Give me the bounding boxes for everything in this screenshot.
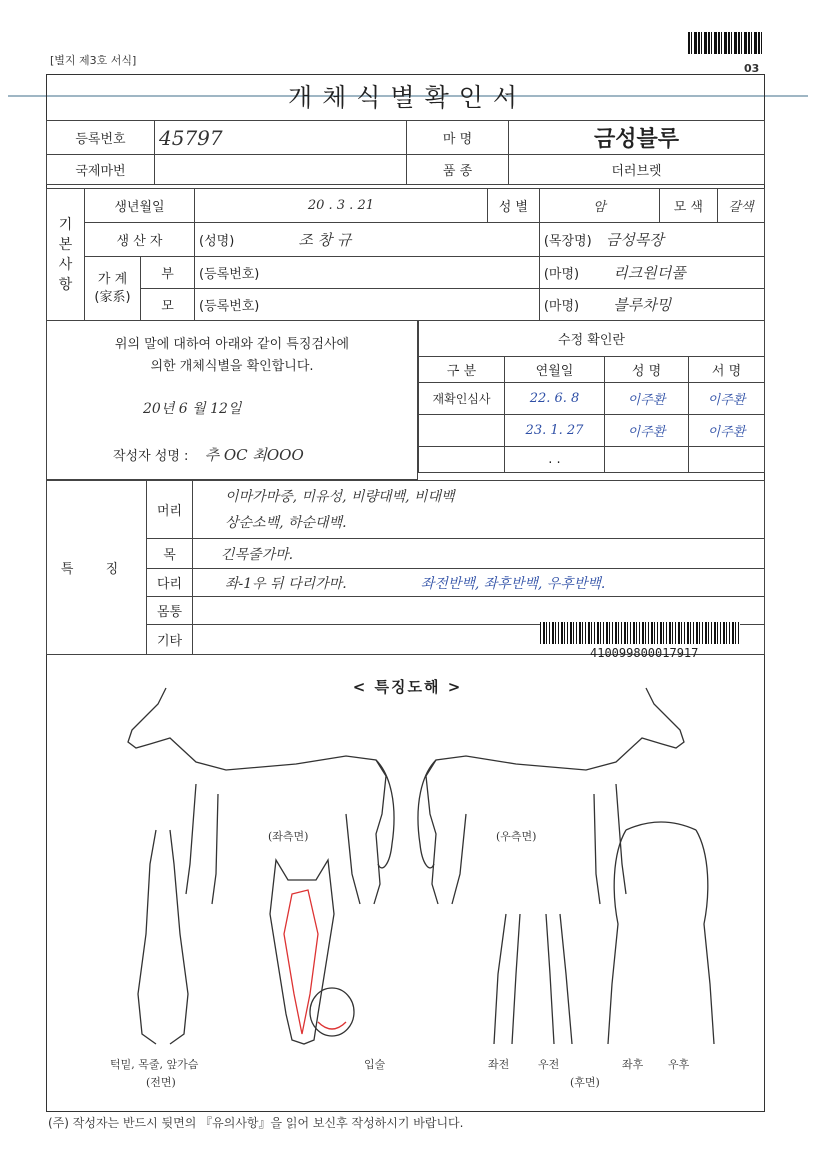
- intl-name-value: [155, 155, 407, 185]
- table-row: 23. 1. 27 이주환 이주환: [419, 415, 765, 447]
- sire-name-cell: [539, 257, 764, 289]
- hind-left-label: 좌후: [622, 1058, 644, 1071]
- front-caption: 턱밑, 목줄, 앞가슴: [110, 1058, 199, 1071]
- rear-view-outline: [608, 822, 714, 1044]
- hind-right-label: 우후: [668, 1058, 690, 1071]
- dam-name-cell: [539, 289, 764, 321]
- coat-value: 갈색: [717, 189, 764, 223]
- table-row: . .: [419, 447, 765, 473]
- col-sign: 서 명: [689, 357, 765, 383]
- rear-sub-label: (후면): [570, 1076, 600, 1089]
- breeder-cell: [195, 223, 540, 257]
- coat-label: 모 색: [659, 189, 717, 223]
- etc-label: 기타: [147, 625, 193, 655]
- breed-label: 품 종: [407, 155, 509, 185]
- body-value: [193, 597, 765, 625]
- neck-value: 긴목줄가마.: [193, 539, 765, 569]
- head-blaze-marking: [284, 890, 318, 1034]
- dam-name-hint: (마명): [543, 299, 580, 314]
- breed-value: 더러브렛: [509, 155, 765, 185]
- features-section-label: 특 징: [47, 481, 147, 655]
- form-number-label: [별지 제3호 서식]: [50, 54, 137, 67]
- breeder-name-hint: (성명): [199, 234, 235, 249]
- sex-label: 성 별: [487, 189, 539, 223]
- legs-value-blue: 좌전반백, 좌후반백, 우후반백.: [420, 575, 606, 592]
- horse-name-label: 마 명: [407, 121, 509, 155]
- head-cell: [193, 481, 765, 539]
- identity-table: [46, 120, 765, 185]
- breeder-value: 조 창 규: [298, 231, 352, 249]
- col-date: 연월일: [505, 357, 605, 383]
- sire-name-hint: (마명): [543, 267, 580, 282]
- front-chest-outline: [138, 830, 188, 1044]
- horse-diagram: [46, 664, 765, 1104]
- sire-label: 부: [141, 257, 195, 289]
- diagram-title: < 특징도해 >: [352, 678, 463, 696]
- head-label: 머리: [147, 481, 193, 539]
- left-horse-tail: [376, 760, 394, 868]
- feature-barcode-number: 410099800017917: [590, 646, 699, 660]
- statement-line-2: 의한 개체식별을 확인합니다.: [150, 359, 314, 374]
- body-label: 몸통: [147, 597, 193, 625]
- col-type: 구 분: [419, 357, 505, 383]
- confirm-date: 20년 6 월 12일: [143, 401, 242, 417]
- intl-name-label: 국제마번: [47, 155, 155, 185]
- reg-no-label: 등록번호: [47, 121, 155, 155]
- sire-reg-hint: (등록번호): [195, 257, 540, 289]
- sex-value: 암: [539, 189, 659, 223]
- dam-label: 모: [141, 289, 195, 321]
- head-line-1: 이마가마중, 미유성, 비량대백, 비대백: [225, 488, 455, 505]
- birth-value: 20 . 3 . 21: [195, 189, 488, 223]
- reg-no-value: 45797: [155, 121, 407, 155]
- right-horse-outline: [426, 688, 684, 904]
- family-label: 가 계 (家系): [85, 257, 141, 321]
- left-side-label: (좌측면): [268, 830, 309, 843]
- right-horse-tail: [418, 760, 436, 868]
- table-row: 재확인심사 22. 6. 8 이주환 이주환: [419, 383, 765, 415]
- writer-label: 작성자 성명 :: [113, 449, 189, 464]
- breeder-label: 생 산 자: [85, 223, 195, 257]
- front-right-label: 우전: [538, 1058, 560, 1071]
- legs-cell: [193, 569, 765, 597]
- page-number: 03: [744, 62, 760, 75]
- feature-barcode: [540, 622, 740, 644]
- front-legs-outline: [494, 914, 572, 1044]
- right-side-label: (우측면): [496, 830, 537, 843]
- legs-label: 다리: [147, 569, 193, 597]
- horse-name-value: 금성블루: [509, 121, 765, 155]
- dam-value: 블루차밍: [613, 296, 672, 314]
- statement-line-1: 위의 말에 대하여 아래와 같이 특징검사에: [114, 337, 350, 352]
- basic-section-label: 기본사항: [47, 189, 85, 321]
- left-horse-outline: [128, 688, 386, 904]
- farm-hint: (목장명): [543, 234, 592, 249]
- revision-table: [418, 320, 765, 473]
- head-line-2: 상순소백, 하순대백.: [225, 514, 347, 531]
- lips-marking: [318, 1022, 346, 1029]
- neck-label: 목: [147, 539, 193, 569]
- farm-value: 금성목장: [605, 231, 664, 249]
- footer-note: (주) 작성자는 반드시 뒷면의 『유의사항』을 읽어 보신후 작성하시기 바랍니다.: [48, 1116, 464, 1130]
- confirm-panel: [46, 320, 418, 480]
- legs-value: 좌-1우 뒤 다리가마.: [225, 575, 347, 592]
- farm-cell: [539, 223, 764, 257]
- birth-label: 생년월일: [85, 189, 195, 223]
- top-barcode: [688, 32, 764, 54]
- basic-info-table: [46, 188, 765, 321]
- lips-label: 입술: [364, 1058, 386, 1071]
- revision-title: 수정 확인란: [419, 321, 765, 357]
- document-title: 개체식별확인서: [287, 83, 528, 112]
- front-left-label: 좌전: [488, 1058, 510, 1071]
- dam-reg-hint: (등록번호): [195, 289, 540, 321]
- col-name: 성 명: [605, 357, 689, 383]
- writer-value: 추 OC 최OOO: [204, 446, 304, 464]
- head-front-outline: [270, 860, 334, 1044]
- front-sub-label: (전면): [146, 1076, 176, 1089]
- sire-value: 리크원더풀: [613, 264, 686, 282]
